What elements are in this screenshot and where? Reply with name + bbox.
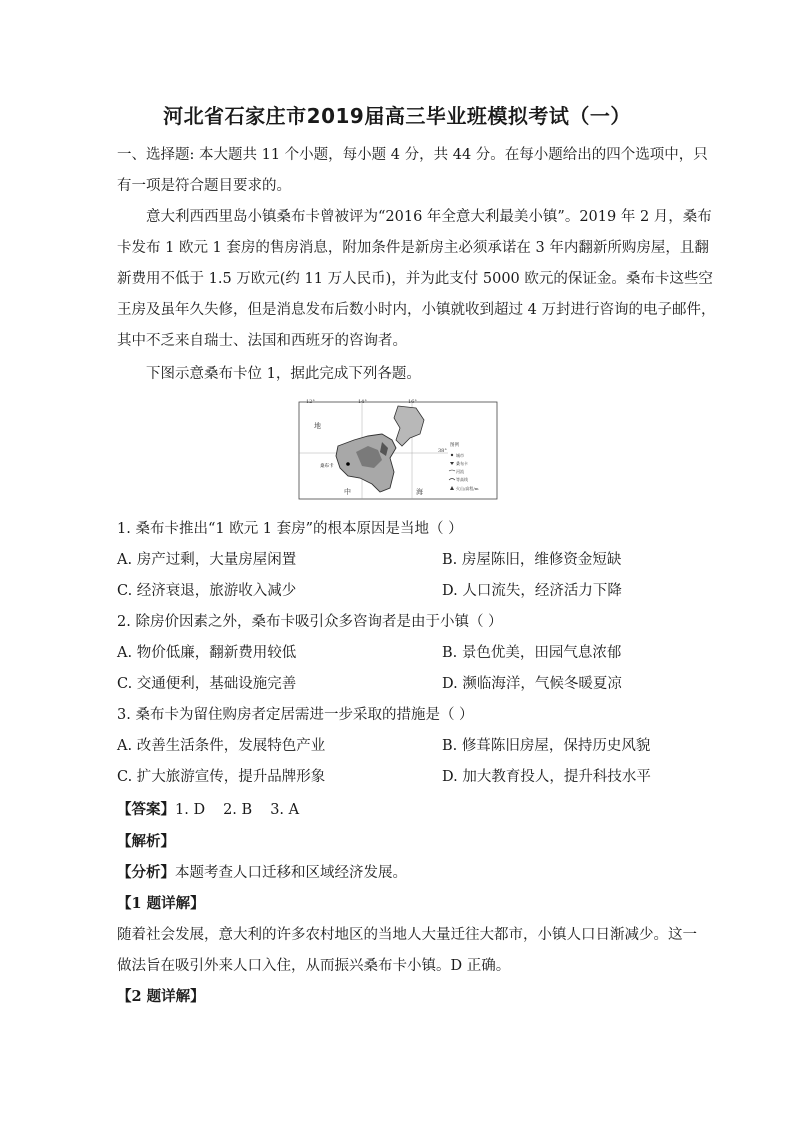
passage-line-5: 其中不乏来自瑞士、法国和西班牙的咨询者。 — [117, 333, 407, 349]
land-label-di: 地 — [314, 422, 321, 430]
question-3-stem: 3. 桑布卡为留住购房者定居需进一步采取的措施是（ ） — [117, 707, 474, 723]
question-2-option-a: A. 物价低廉，翻新费用较低 — [117, 645, 297, 661]
answer-line — [117, 800, 299, 820]
legend-item-contour: 等高线 — [456, 477, 468, 482]
question-1-stem: 1. 桑布卡推出“1 欧元 1 套房”的根本原因是当地（ ） — [117, 521, 463, 537]
answer-item-1: 1. D — [175, 802, 206, 818]
question-1-option-d: D. 人口流失，经济活力下降 — [442, 583, 622, 599]
question-1-option-a: A. 房产过剩，大量房屋闲置 — [117, 552, 297, 568]
question-1-option-b: B. 房屋陈旧，维修资金短缺 — [442, 552, 622, 568]
legend-item-river: 河流 — [456, 469, 464, 474]
map-lat-label: 38° — [438, 448, 447, 454]
legend-item-city: 城市 — [456, 453, 464, 458]
q1-detail-line-2: 做法旨在吸引外来人口入住，从而振兴桑布卡小镇。D 正确。 — [117, 958, 511, 974]
question-3-option-c: C. 扩大旅游宣传，提升品牌形象 — [117, 769, 326, 785]
answer-item-3: 3. A — [270, 802, 300, 818]
q1-detail-line-1: 随着社会发展，意大利的许多农村地区的当地人大量迁往大都市，小镇人口日渐减少。这一 — [117, 927, 697, 943]
question-3-option-a: A. 改善生活条件，发展特色产业 — [117, 738, 326, 754]
jiexi-heading: 【解析】 — [117, 833, 175, 850]
legend-item-volcano: 火山/高程/m — [456, 486, 479, 491]
page-title: 河北省石家庄市2019届高三毕业班模拟考试（一） — [163, 104, 631, 128]
passage-line-2: 卡发布 1 欧元 1 套房的售房消息，附加条件是新房主必须承诺在 3 年内翻新所购房屋，且翻 — [117, 240, 709, 256]
passage-line-3: 新费用不低于 1.5 万欧元(约 11 万人民币)，并为此支付 5000 欧元的保证金。桑布卡这些空 — [117, 271, 713, 287]
question-2-option-c: C. 交通便利，基础设施完善 — [117, 676, 297, 692]
question-3-option-b: B. 修葺陈旧房屋，保持历史风貌 — [442, 738, 651, 754]
question-3-option-d: D. 加大教育投人，提升科技水平 — [442, 769, 651, 785]
fenxi-label: 【分析】 — [117, 864, 175, 881]
question-2-option-d: D. 濒临海洋，气候冬暖夏凉 — [442, 676, 622, 692]
question-2-option-b: B. 景色优美，田园气息浓郁 — [442, 645, 622, 661]
section-instructions-line-2: 有一项是符合题目要求的。 — [117, 178, 291, 194]
question-1-option-c: C. 经济衰退，旅游收入减少 — [117, 583, 297, 599]
passage-line-1: 意大利西西里岛小镇桑布卡曾被评为“2016 年全意大利最美小镇”。2019 年 2 月，桑布 — [146, 209, 712, 225]
fenxi-line — [117, 863, 407, 883]
answer-label: 【答案】 — [117, 801, 175, 818]
sambuca-marker-icon — [346, 462, 350, 466]
q2-detail-heading: 【2 题详解】 — [117, 988, 205, 1005]
legend-item-sambuca: 桑布卡 — [456, 461, 468, 466]
map-lon-label-16: 16° — [408, 399, 417, 405]
section-instructions-line-1: 一、选择题: 本大题共 11 个小题，每小题 4 分，共 44 分。在每小题给出的四个选项中，只 — [117, 147, 708, 163]
q1-detail-heading: 【1 题详解】 — [117, 895, 205, 912]
land-label-hai: 海 — [416, 488, 423, 496]
map-intro: 下图示意桑布卡位 1，据此完成下列各题。 — [146, 366, 421, 382]
passage-line-4: 王房及虽年久失修，但是消息发布后数小时内，小镇就收到超过 4 万封进行咨询的电子邮件， — [117, 302, 716, 318]
sambuca-label: 桑布卡 — [320, 464, 334, 469]
map-lon-label-12: 12° — [306, 399, 315, 405]
map-lon-label-14: 14° — [358, 399, 367, 405]
answer-item-2: 2. B — [223, 802, 253, 818]
location-map — [298, 398, 498, 500]
land-label-zhong: 中 — [344, 488, 351, 496]
legend-title: 图例 — [450, 443, 459, 448]
fenxi-text: 本题考查人口迁移和区域经济发展。 — [175, 865, 407, 881]
legend-city-icon — [451, 454, 453, 456]
question-2-stem: 2. 除房价因素之外，桑布卡吸引众多咨询者是由于小镇（ ） — [117, 614, 503, 630]
